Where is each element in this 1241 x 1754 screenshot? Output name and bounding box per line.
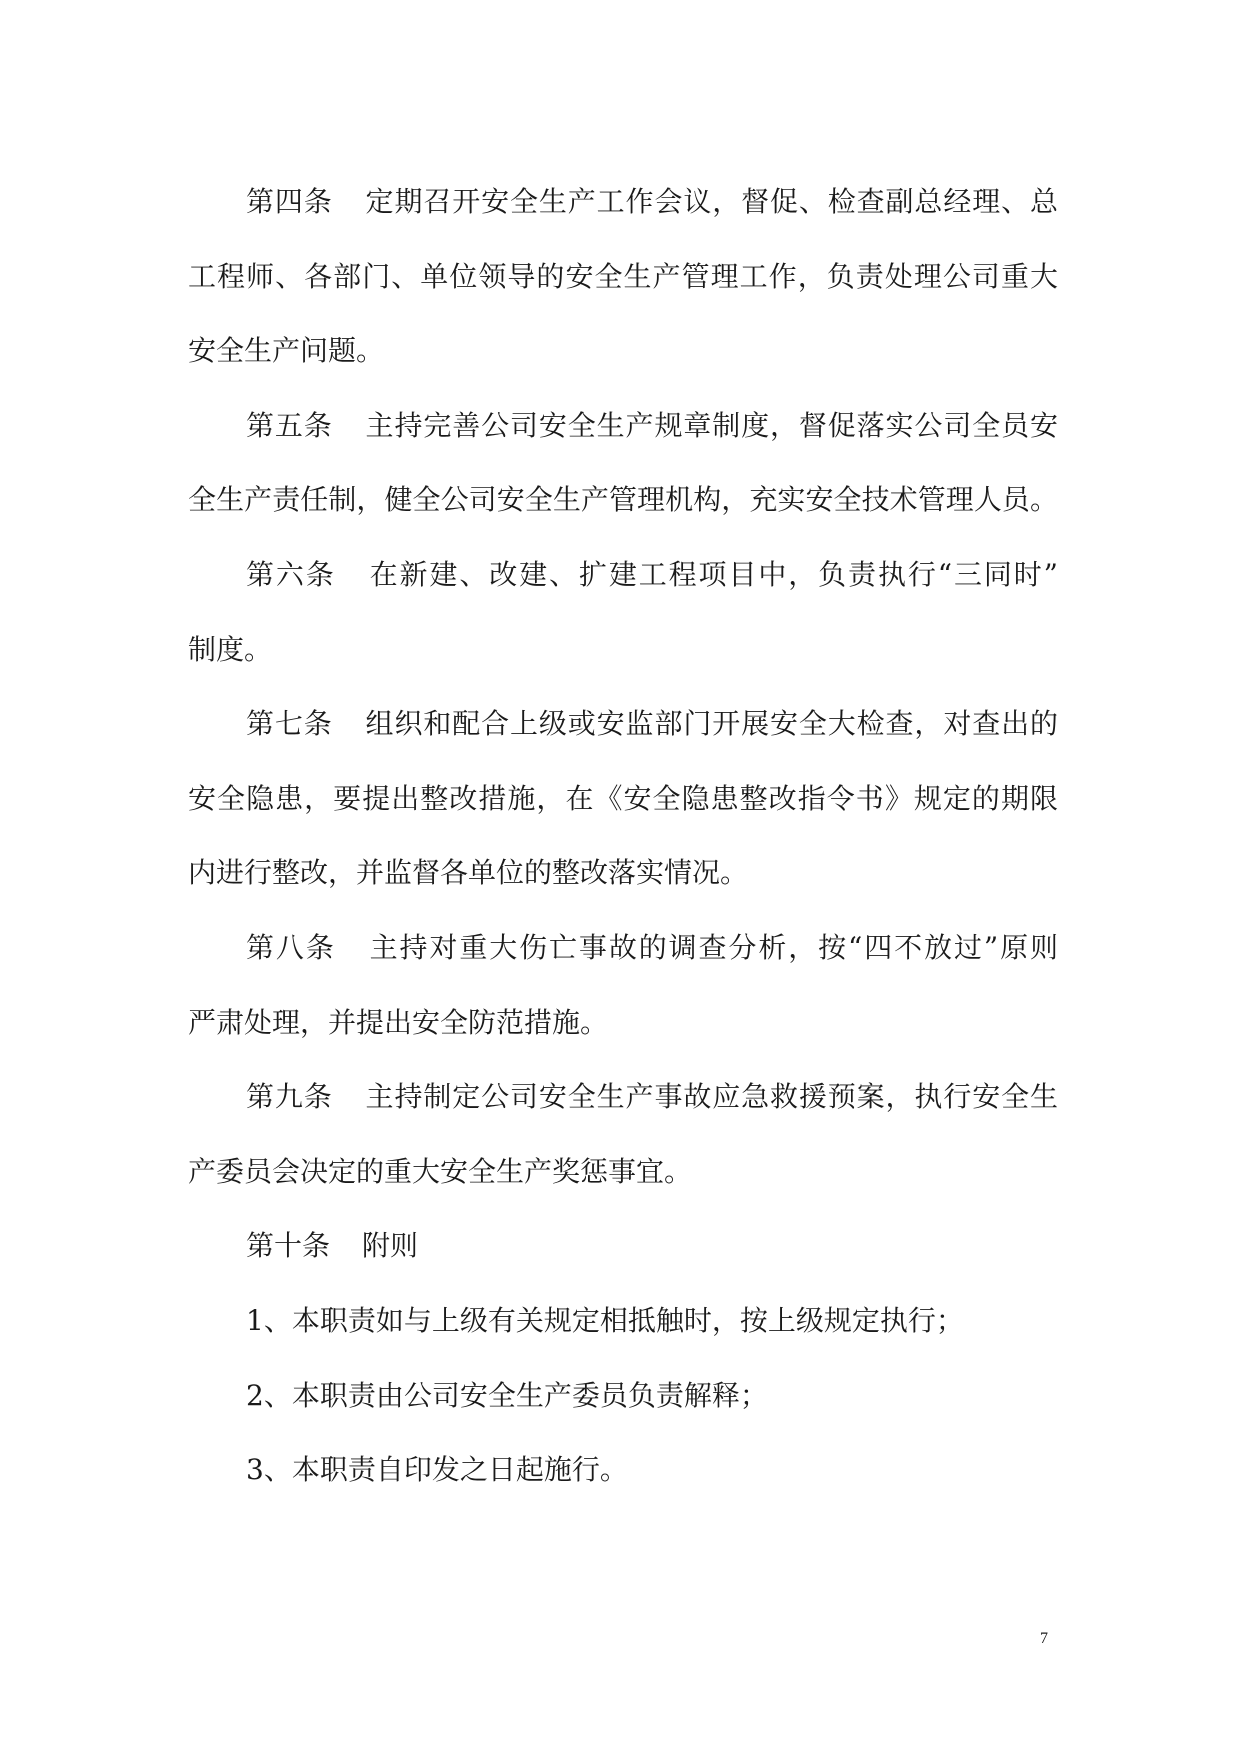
article-7-line-1 (188, 687, 1058, 762)
article-8-line-2: 严肃处理，并提出安全防范措施。 (188, 1005, 609, 1039)
article-text: 主持制定公司安全生产事故应急救援预案，执行安全生 (364, 1080, 1058, 1114)
article-number: 第五条 (246, 408, 333, 442)
article-4-line-2: 工程师、各部门、单位领导的安全生产管理工作，负责处理公司重大 (188, 259, 1058, 293)
article-number: 第四条 (246, 185, 333, 218)
article-8-line-1 (188, 911, 1058, 986)
article-number: 第十条 (246, 1229, 331, 1263)
document-body (188, 165, 1058, 1508)
page-number: 7 (1040, 1630, 1048, 1647)
article-text: 主持完善公司安全生产规章制度，督促落实公司全员安 (364, 408, 1058, 442)
article-number: 第九条 (246, 1080, 333, 1114)
article-text: 组织和配合上级或安监部门开展安全大检查，对查出的 (364, 707, 1058, 741)
article-5-line-1 (188, 389, 1058, 464)
article-10-heading (188, 1209, 1058, 1284)
article-4-line-3: 安全生产问题。 (188, 334, 385, 368)
article-text: 定期召开安全生产工作会议，督促、检查副总经理、总 (364, 185, 1058, 218)
article-6-line-2: 制度。 (188, 632, 273, 666)
article-9-line-2: 产委员会决定的重大安全生产奖惩事宜。 (188, 1154, 693, 1188)
article-7-line-3: 内进行整改，并监督各单位的整改落实情况。 (188, 856, 749, 890)
article-number: 第七条 (246, 707, 333, 741)
article-9-line-1 (188, 1060, 1058, 1135)
supplementary-item-2: 2、本职责由公司安全生产委员负责解释； (246, 1378, 768, 1412)
article-text: 主持对重大伤亡事故的调查分析，按“四不放过”原则 (367, 930, 1058, 964)
article-title: 附则 (362, 1229, 419, 1263)
supplementary-item-3: 3、本职责自印发之日起施行。 (246, 1453, 628, 1487)
article-text: 在新建、改建、扩建工程项目中，负责执行“三同时” (367, 557, 1058, 591)
article-6-line-1 (188, 538, 1058, 613)
supplementary-item-1: 1、本职责如与上级有关规定相抵触时，按上级规定执行； (246, 1303, 964, 1337)
article-4-line-1 (188, 165, 1058, 240)
article-number: 第六条 (246, 557, 336, 591)
article-5-line-2: 全生产责任制，健全公司安全生产管理机构，充实安全技术管理人员。 (188, 483, 1058, 517)
article-number: 第八条 (246, 930, 336, 964)
article-7-line-2: 安全隐患，要提出整改措施，在《安全隐患整改指令书》规定的期限 (188, 781, 1058, 815)
